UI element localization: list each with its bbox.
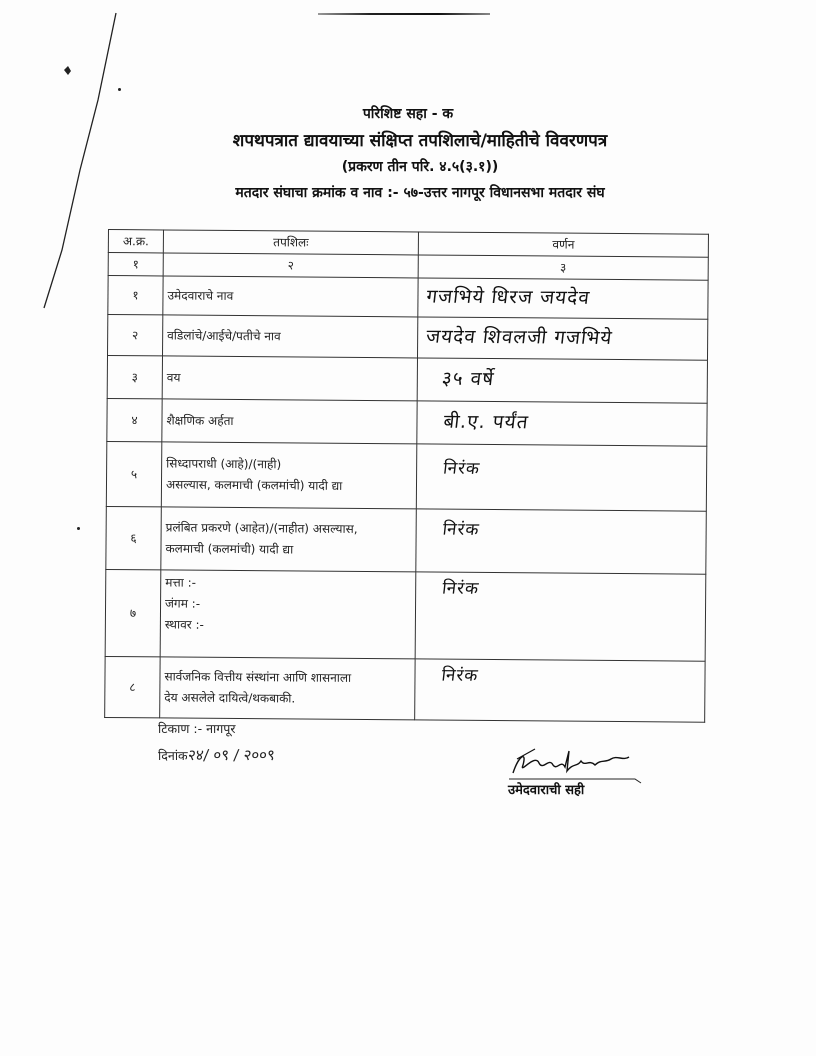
table-row xyxy=(106,506,706,574)
scan-speck xyxy=(118,88,121,91)
column-number: १ xyxy=(108,253,163,276)
description-line: उमेदवाराचे नाव xyxy=(167,287,234,303)
header-details: तपशिलः xyxy=(163,230,418,255)
handwritten-nil: निरंक xyxy=(440,665,480,686)
appendix-title: परिशिष्ट सहा - क xyxy=(362,106,454,122)
row-value xyxy=(417,401,707,446)
column-number: ३ xyxy=(418,255,708,280)
header-description: वर्णन xyxy=(418,232,708,257)
handwritten-nil: निरंक xyxy=(442,458,482,479)
date-value: २४/ ०९ / २००९ xyxy=(186,746,276,764)
table-row xyxy=(107,398,707,446)
description-line: जंगम :- xyxy=(165,596,201,611)
main-title: शपथपत्रात द्यावयाच्या संक्षिप्त तपशिलाचे/माहितीचे विवरणपत्र xyxy=(232,131,608,151)
table-row xyxy=(106,441,706,511)
row-description xyxy=(160,657,415,720)
row-description xyxy=(163,315,418,358)
row-serial: १ xyxy=(108,276,163,315)
handwritten-nil: निरंक xyxy=(441,519,481,540)
description-line: प्रलंबित प्रकरणे (आहेत)/(नाहीत) असल्यास, xyxy=(165,520,358,536)
handwritten-parent-name: जयदेव शिवलजी गजभिये xyxy=(424,325,614,349)
row-description xyxy=(162,356,417,401)
row-serial: ५ xyxy=(106,441,162,506)
row-description xyxy=(163,276,418,317)
row-serial: ८ xyxy=(105,656,160,717)
handwritten-nil: निरंक xyxy=(441,578,481,599)
row-description xyxy=(160,570,416,659)
scan-top-rule xyxy=(318,13,490,15)
scan-speck xyxy=(77,527,80,530)
table-row xyxy=(107,356,707,404)
handwritten-education: बी.ए. पर्यंत xyxy=(442,410,530,433)
table-row xyxy=(108,315,708,361)
description-line: शैक्षणिक अर्हता xyxy=(166,412,234,428)
row-serial: २ xyxy=(108,315,163,356)
date-line xyxy=(158,745,274,765)
date-label: दिनांक xyxy=(158,748,188,763)
row-description xyxy=(162,399,417,444)
row-value xyxy=(418,278,708,319)
description-line: असल्यास, कलमाची (कलमांची) यादी द्या xyxy=(165,477,343,493)
row-value xyxy=(417,358,707,403)
column-number: २ xyxy=(163,253,418,278)
description-line: सिध्दापराधी (आहे)/(नाही) xyxy=(166,456,282,472)
row-serial: ४ xyxy=(107,398,162,441)
candidate-signature xyxy=(505,745,645,785)
handwritten-candidate-name: गजभिये धिरज जयदेव xyxy=(425,285,592,309)
description-line: वडिलांचे/आईचे/पतीचे नाव xyxy=(167,327,281,343)
table-row xyxy=(105,656,705,722)
description-line: मत्ता :- xyxy=(165,575,197,590)
handwritten-age: ३५ वर्षे xyxy=(440,367,496,390)
signature-label: उमेदवाराची सही xyxy=(508,783,585,798)
row-value xyxy=(415,659,705,722)
row-value xyxy=(417,317,707,360)
description-line: देय असलेले दायित्वे/थकबाकी. xyxy=(164,690,296,706)
row-serial: ६ xyxy=(106,506,161,569)
row-serial: ३ xyxy=(107,356,162,399)
row-value xyxy=(415,572,706,661)
place-line: टिकाण :- नागपूर xyxy=(158,721,236,736)
row-description xyxy=(161,507,416,572)
header-serial: अ.क्र. xyxy=(108,230,163,253)
table-row xyxy=(105,569,706,661)
affidavit-table xyxy=(104,229,708,723)
section-reference: (प्रकरण तीन परि. ४.५(३.१)) xyxy=(341,159,499,175)
table-row xyxy=(108,276,708,320)
row-value xyxy=(416,509,706,574)
constituency-line: मतदार संघाचा क्रमांक व नाव :- ५७-उत्तर नागपूर विधानसभा मतदार संघ xyxy=(235,185,605,201)
row-serial: ७ xyxy=(105,569,161,656)
description-line: सार्वजनिक वित्तीय संस्थांना आणि शासनाला xyxy=(164,669,352,685)
row-description xyxy=(161,442,417,509)
description-line: स्थावर :- xyxy=(164,617,204,632)
description-line: वय xyxy=(166,369,181,385)
row-value xyxy=(416,444,707,511)
description-line: कलमाची (कलमांची) यादी द्या xyxy=(165,541,294,557)
